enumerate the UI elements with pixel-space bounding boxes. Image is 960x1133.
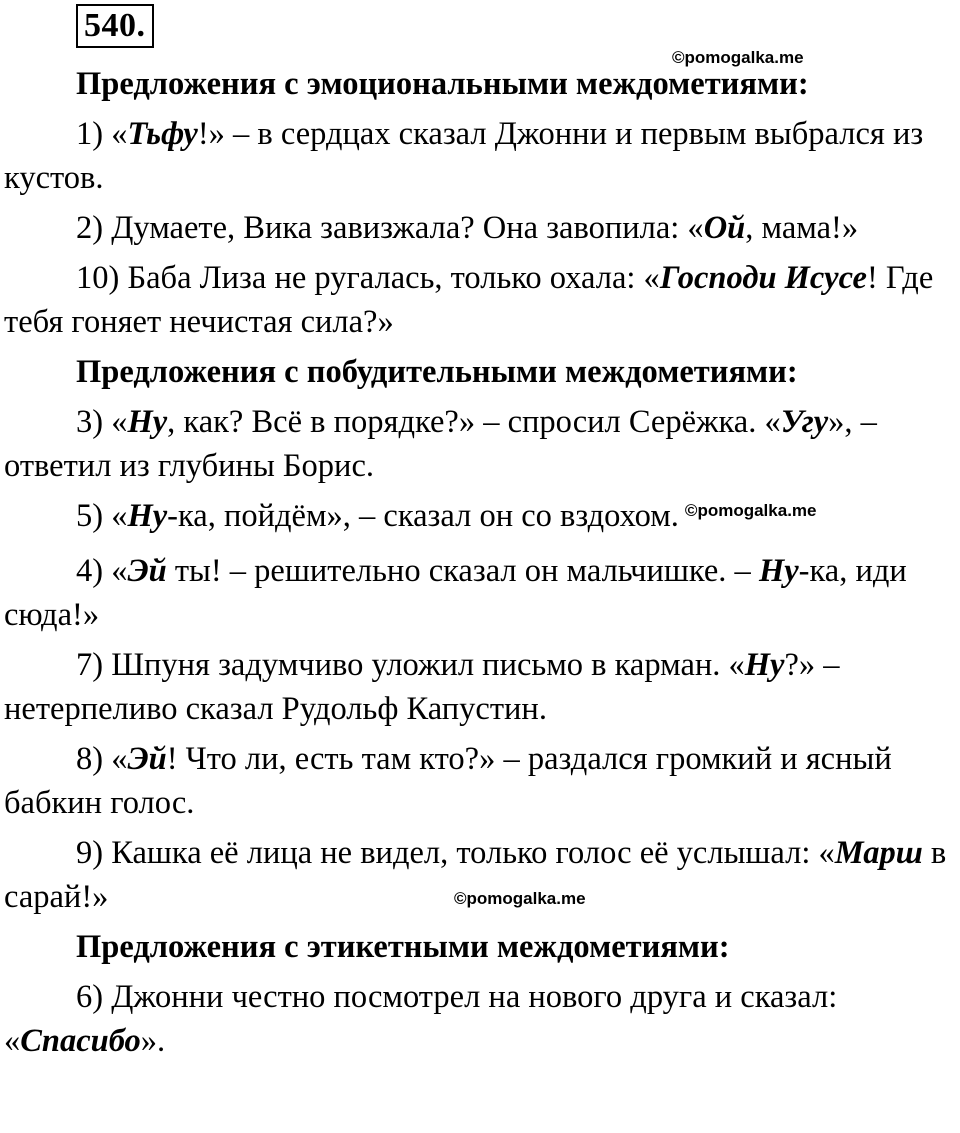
watermark-bottom: ©pomogalka.me bbox=[454, 889, 586, 908]
sentence-text: 3) « bbox=[76, 404, 128, 440]
interjection: Ну bbox=[744, 647, 785, 683]
sentence-text: , мама!» bbox=[745, 210, 859, 246]
interjection: Тьфу bbox=[127, 116, 198, 152]
interjection: Марш bbox=[834, 835, 923, 871]
interjection: Господи Исусе bbox=[659, 260, 867, 296]
sentence-text: ?» – нетерпеливо сказал Рудольф Капустин. bbox=[4, 647, 840, 727]
heading-imperative: Предложения с побудительными междометиями: bbox=[76, 354, 798, 390]
interjection: Эй bbox=[127, 741, 167, 777]
watermark-top: ©pomogalka.me bbox=[672, 48, 804, 67]
sentence-4 bbox=[4, 549, 956, 637]
sentence-text: 8) « bbox=[76, 741, 128, 777]
exercise-number: 540. bbox=[76, 4, 154, 48]
sentence-1 bbox=[4, 112, 956, 200]
sentence-text: -ка, пойдём», – сказал он со вздохом. bbox=[167, 498, 679, 534]
sentence-2 bbox=[4, 206, 956, 250]
interjection: Ой bbox=[703, 210, 746, 246]
text-content bbox=[4, 62, 956, 1069]
sentence-text: 4) « bbox=[76, 553, 128, 589]
sentence-text: ! Что ли, есть там кто?» – раздался громкий и ясный бабкин голос. bbox=[4, 741, 892, 821]
sentence-text: -ка, иди сюда!» bbox=[4, 553, 907, 633]
interjection: Угу bbox=[780, 404, 829, 440]
sentence-text: !» – в сердцах сказал Джонни и первым выбрался из кустов. bbox=[4, 116, 924, 196]
interjection: Ну bbox=[127, 404, 168, 440]
sentence-text: 7) Шпуня задумчиво уложил письмо в карман. « bbox=[76, 647, 745, 683]
sentence-8 bbox=[4, 737, 956, 825]
interjection: Эй bbox=[127, 553, 167, 589]
interjection: Спасибо bbox=[20, 1023, 141, 1059]
sentence-text: ». bbox=[140, 1023, 166, 1059]
sentence-text: 9) Кашка её лица не видел, только голос её услышал: « bbox=[76, 835, 835, 871]
sentence-text: 1) « bbox=[76, 116, 128, 152]
sentence-9 bbox=[4, 831, 956, 919]
sentence-text: ты! – решительно сказал он мальчишке. – bbox=[166, 553, 759, 589]
sentence-text: 6) Джонни честно посмотрел на нового друга и сказал: « bbox=[4, 979, 838, 1059]
sentence-5 bbox=[4, 494, 956, 543]
sentence-10 bbox=[4, 256, 956, 344]
sentence-3 bbox=[4, 400, 956, 488]
sentence-6 bbox=[4, 975, 956, 1063]
sentence-text: ! Где тебя гоняет нечистая сила?» bbox=[4, 260, 934, 340]
heading-etiquette: Предложения с этикетными междометиями: bbox=[76, 929, 730, 965]
interjection: Ну bbox=[127, 498, 168, 534]
watermark-inline: ©pomogalka.me bbox=[684, 501, 817, 520]
sentence-text: 10) Баба Лиза не ругалась, только охала: « bbox=[76, 260, 660, 296]
sentence-text: », – ответил из глубины Борис. bbox=[4, 404, 877, 484]
interjection: Ну bbox=[758, 553, 799, 589]
sentence-7 bbox=[4, 643, 956, 731]
sentence-text: 5) « bbox=[76, 498, 128, 534]
heading-emotional: Предложения с эмоциональными междометиями: bbox=[76, 66, 809, 102]
sentence-text: , как? Всё в порядке?» – спросил Серёжка. « bbox=[167, 404, 781, 440]
sentence-text: в сарай!» bbox=[4, 835, 947, 915]
sentence-text: 2) Думаете, Вика завизжала? Она завопила: « bbox=[76, 210, 704, 246]
